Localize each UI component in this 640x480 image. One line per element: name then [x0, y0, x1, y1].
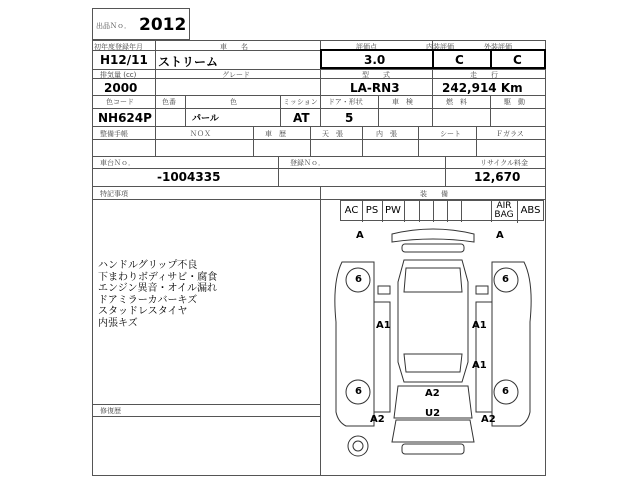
mark-front-right: A	[496, 230, 504, 241]
exterior-label: 外装評価	[484, 43, 512, 51]
reg-no-label: 登録Ｎｏ．	[290, 159, 325, 167]
color-value: パール	[192, 114, 219, 124]
lot-label: 出品Ｎｏ．	[96, 22, 131, 30]
equip-ps: PS	[362, 201, 383, 222]
mark-right-door: A1	[472, 320, 487, 331]
recycle-label: リサイクル料金	[480, 159, 529, 167]
mark-tire-fl: 6	[355, 274, 362, 285]
equip-blank	[461, 201, 492, 222]
mission-label: ミッション	[283, 98, 318, 106]
equip-ac: AC	[341, 201, 363, 222]
equip-blank	[433, 201, 448, 222]
seat-label: シート	[440, 130, 461, 138]
mileage-value: 242,914 Km	[442, 81, 523, 95]
equip-airbag: AIR BAG	[491, 201, 518, 223]
equip-abs: ABS	[520, 205, 541, 216]
glass-label: Ｆガラス	[496, 130, 524, 138]
equip-pw: PW	[382, 201, 405, 222]
score-label: 評価点	[356, 43, 377, 51]
car-damage-diagram	[322, 222, 544, 474]
notes-list	[98, 260, 217, 329]
interior-label: 内装評価	[426, 43, 454, 51]
equip-blank	[419, 201, 434, 222]
displacement-label: 排気量 (cc)	[100, 71, 137, 79]
mark-trunk: U2	[425, 408, 441, 419]
mark-rear-left: A2	[370, 414, 385, 425]
equip-blank	[404, 201, 420, 222]
mark-right-rear-door: A1	[472, 360, 487, 371]
note-line: スタッドレスタイヤ	[98, 306, 188, 317]
displacement-value: 2000	[104, 81, 138, 95]
model-label: 型 式	[362, 71, 390, 79]
note-line: 下まわりボディサビ・腐食	[98, 271, 218, 283]
inspection-label: 車 検	[392, 98, 413, 106]
lot-number: 2012	[139, 15, 187, 35]
equipment-row	[340, 200, 544, 221]
mark-tire-rr: 6	[502, 386, 509, 397]
nox-label: ＮＯＸ	[190, 130, 211, 138]
model-value: LA-RN3	[350, 81, 400, 95]
chassis-value: -1004335	[157, 170, 221, 184]
note-line: エンジン異音・オイル漏れ	[98, 283, 217, 294]
equip-blank	[447, 201, 462, 222]
manual-label: 整備手帳	[100, 130, 128, 138]
car-name-label: 車 名	[220, 43, 248, 51]
fuel-label: 燃 料	[446, 98, 467, 106]
mark-left-door: A1	[376, 320, 391, 331]
notes-title: 特記事項	[100, 190, 128, 198]
mileage-label: 走 行	[470, 71, 498, 79]
mark-tire-fr: 6	[502, 274, 509, 285]
drive-label: 駆 動	[504, 98, 525, 106]
history-label: 車 歴	[265, 130, 286, 138]
first-reg-label: 初年度登録年月	[94, 43, 143, 51]
score-value: 3.0	[364, 53, 386, 67]
equipment-title: 装 備	[420, 190, 448, 198]
mark-tire-rl: 6	[355, 386, 362, 397]
front-bumper	[392, 229, 474, 242]
color-label: 色	[230, 98, 237, 106]
color-code-value: NH624P	[98, 111, 152, 125]
first-reg-value: H12/11	[100, 53, 148, 67]
lot-number-box	[92, 8, 190, 40]
color-code-label: 色コード	[106, 98, 134, 106]
car-name-value: ストリーム	[158, 55, 219, 69]
roof-label: 天 張	[322, 130, 343, 138]
interior-value: C	[455, 53, 464, 67]
doors-value: 5	[345, 111, 354, 125]
mark-rear-right: A2	[481, 414, 496, 425]
note-line: ハンドルグリップ不良	[98, 260, 198, 271]
exterior-value: C	[513, 53, 522, 67]
mark-front-left: A	[356, 230, 364, 241]
spare-tire-icon	[348, 436, 368, 456]
chassis-label: 車台Ｎｏ．	[100, 159, 135, 167]
note-line: ドアミラーカバーキズ	[98, 294, 198, 306]
color-no-label: 色番	[162, 98, 176, 106]
mark-rear-panel: A2	[425, 388, 440, 399]
car-body-top	[398, 260, 468, 382]
repair-title: 修復歴	[100, 407, 121, 415]
doors-label: ドア・形状	[328, 98, 363, 106]
mission-value: AT	[293, 111, 310, 125]
recycle-value: 12,670	[474, 170, 521, 184]
interior-trim-label: 内 張	[376, 130, 397, 138]
note-line: 内張キズ	[98, 317, 138, 329]
grade-label: グレード	[222, 71, 250, 79]
